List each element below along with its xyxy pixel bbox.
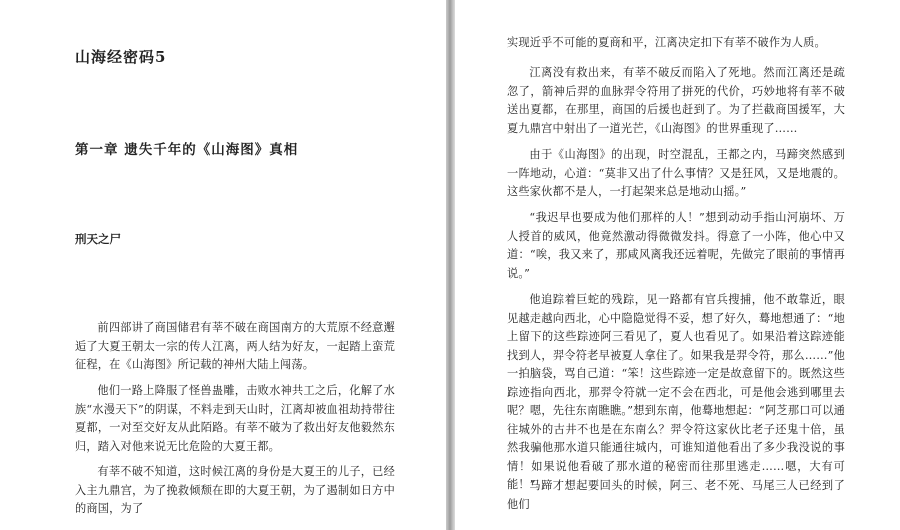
paragraph: 有莘不破不知道，这时候江离的身份是大夏王的儿子，已经入主九鼎宫，为了挽救倾颓在即的大夏王朝，为了遏制如日方中的商国，为了 [75, 465, 395, 515]
paragraph: 马蹄才想起要回头的时候，阿三、老不死、马尾三人已经到了他们 [507, 479, 845, 511]
book-title: 山海经密码5 [75, 48, 167, 66]
paragraph: 由于《山海图》的出现，时空混乱，王都之内，马蹄突然感到一阵地动，心道：“莫非又出了什么事情？又是狂风，又是地震的。这些家伙都不是人，一打起架来总是地动山摇。” [507, 148, 845, 198]
paragraph: 江离没有救出来，有莘不破反而陷入了死地。然而江离还是疏忽了，箭神后羿的血脉羿令符用了拼死的代价，巧妙地将有莘不破送出夏都，在那里，商国的后援也赶到了。为了拦截商国援军，大夏九鼎宫中射出了一道光芒，《山海图》的世界重现了…… [507, 66, 845, 135]
chapter-heading: 第一章 遗失千年的《山海图》真相 [75, 142, 299, 158]
paragraph: 实现近乎不可能的夏商和平，江离决定扣下有莘不破作为人质。 [507, 36, 826, 49]
paragraph: 他追踪着巨蛇的残踪，见一路都有官兵搜捕，他不敢靠近，眼见越走越向西北，心中隐隐觉得不妥，想了好久，蓦地想通了：“地上留下的这些踪迹阿三看见了，夏人也看见了。如果沿着这踪迹能找到人，羿令符老早被夏人拿住了。如果我是羿令符，那么……”他一拍脑袋，骂自己道：“笨！这些踪迹一定是故意留下的。既然这些踪迹指向西北，那羿令符就一定不会在西北，可是他会逃到哪里去呢？嗯，先往东南瞧瞧。”想到东南，他蓦地想起：“阿芝那口可以通往城外的古井不也是在东南么？羿令符这家伙比老子还鬼十倍，虽然我骗他那水道只能通往城内，可谁知道他看出了多少我没说的事情！如果说他看破了那水道的秘密而往那里逃走……嗯，大有可能！” [507, 293, 845, 491]
paragraph: 他们一路上降服了怪兽蛊雕，击败水神共工之后，化解了水族“水漫天下”的阴谋，不料走到天山时，江离却被血祖劫持带往夏都，一对至交好友从此陌路。有莘不破为了救出好友他毅然东归，踏入对他来说无比危险的大夏王都。 [75, 384, 395, 453]
page-divider [446, 0, 455, 530]
section-heading: 刑天之尸 [75, 232, 121, 246]
paragraph: “我迟早也要成为他们那样的人！”想到动动手指山河崩坏、万人授首的威风，他竟然激动得微微发抖。得意了一小阵，他心中又道：“唉，我又来了，那咸风离我还远着呢，先做完了眼前的事情再说。” [507, 211, 845, 280]
document-page-left [0, 0, 446, 530]
paragraph: 前四部讲了商国储君有莘不破在商国南方的大荒原不经意邂逅了大夏王朝太一宗的传人江离，两人结为好友，一起踏上蛮荒征程，在《山海图》所记载的神州大陆上闯荡。 [75, 321, 395, 371]
